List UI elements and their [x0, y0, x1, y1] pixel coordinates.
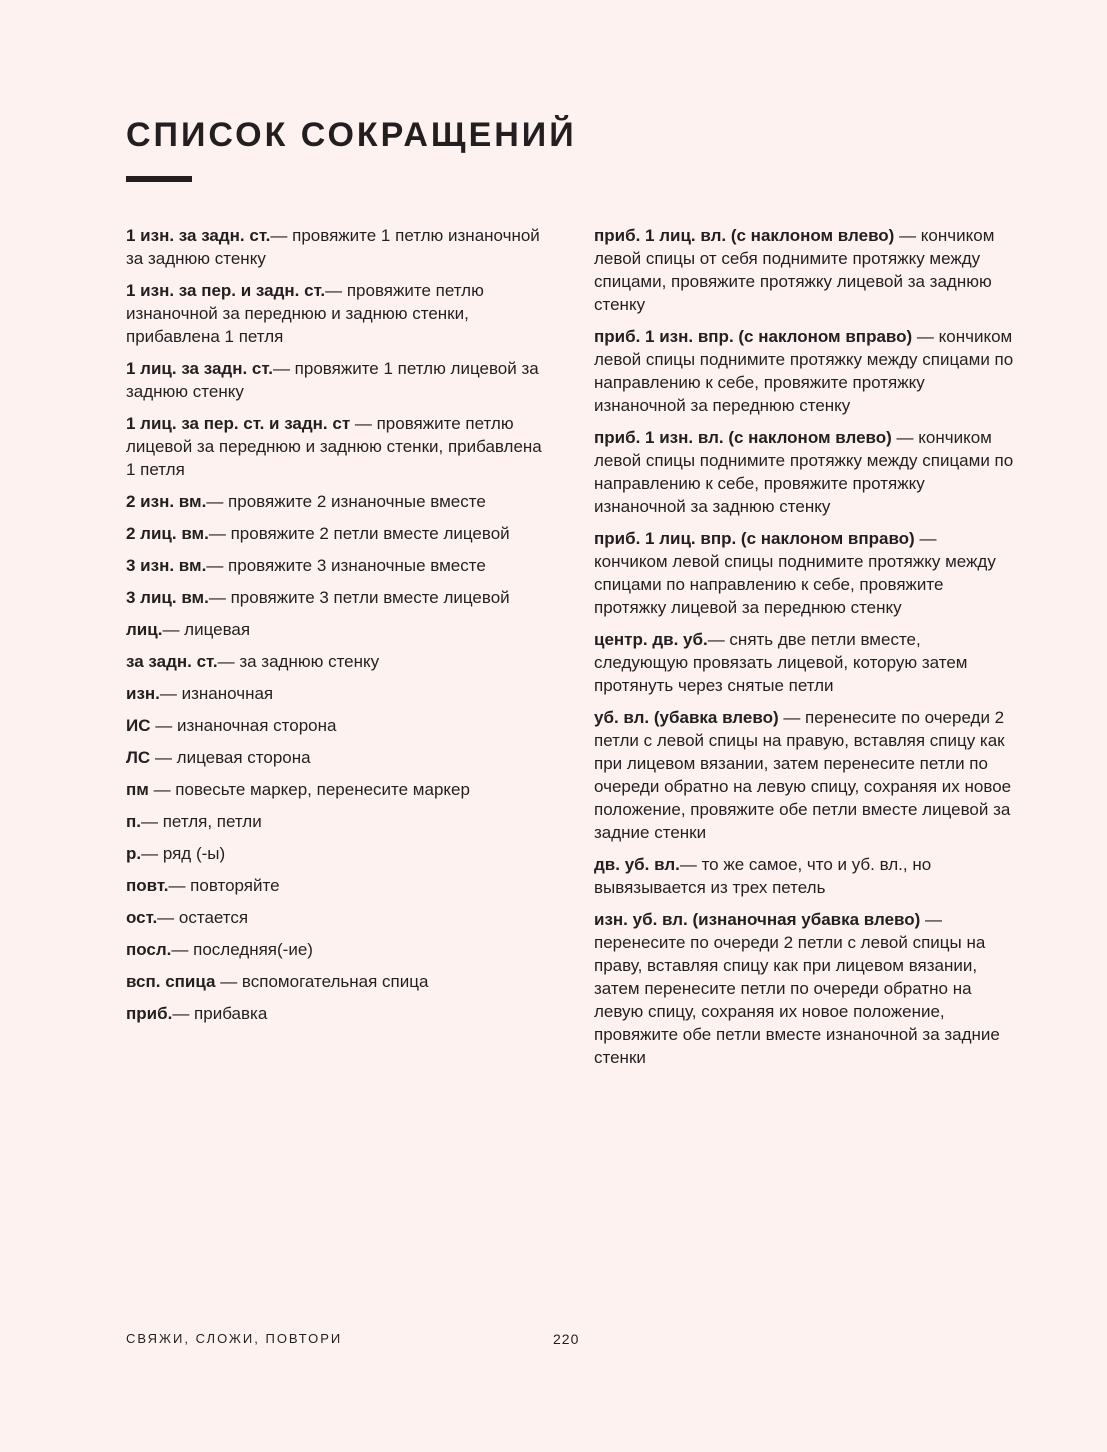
- entry-term: 3 лиц. вм.: [126, 588, 209, 607]
- entry-term: за задн. ст.: [126, 652, 218, 671]
- entry-term: ИС: [126, 716, 151, 735]
- entry-term: 1 лиц. за пер. ст. и задн. ст: [126, 414, 351, 433]
- abbreviation-entry: [594, 426, 1014, 518]
- entry-term: ост.: [126, 908, 158, 927]
- entry-definition: — провяжите 2 петли вместе лицевой: [208, 524, 510, 543]
- entry-definition: — изнаночная: [159, 684, 274, 703]
- entry-definition: — лицевая: [162, 620, 251, 639]
- abbreviation-entry: [594, 706, 1014, 844]
- entry-term: приб.: [126, 1004, 173, 1023]
- abbreviation-entry: [594, 527, 1014, 619]
- abbreviation-entry: [126, 522, 546, 545]
- abbreviation-entry: [126, 874, 546, 897]
- entry-term: приб. 1 изн. впр. (с наклоном вправо): [594, 327, 913, 346]
- abbreviation-entry: [126, 778, 546, 801]
- abbreviation-entry: [126, 412, 546, 481]
- entry-definition: — перенесите по очереди 2 петли с левой спицы на правую, вставляя спицу как при лицевом вязании, затем перенесите петли по очереди обратно на левую спицу, сохраняя их новое положение, провяжите обе петли вместе лицевой за задние стенки: [594, 708, 1012, 842]
- entry-term: 1 лиц. за задн. ст.: [126, 359, 273, 378]
- entry-term: дв. уб. вл.: [594, 855, 680, 874]
- page-number: 220: [553, 1331, 580, 1347]
- entry-definition: — кончиком левой спицы поднимите протяжку между спицами по направлению к себе, провяжите протяжку изнаночной за заднюю стенку: [594, 428, 1014, 516]
- entry-term: приб. 1 лиц. впр. (с наклоном вправо): [594, 529, 915, 548]
- abbreviation-entry: [594, 325, 1014, 417]
- entry-definition: — последняя(-ие): [171, 940, 313, 959]
- abbreviation-entry: [126, 810, 546, 833]
- abbreviation-entry: [126, 490, 546, 513]
- entry-term: 1 изн. за пер. и задн. ст.: [126, 281, 326, 300]
- entry-definition: — повесьте маркер, перенесите маркер: [148, 780, 470, 799]
- abbreviations-left-column: [126, 224, 546, 1034]
- abbreviation-entry: [126, 746, 546, 769]
- entry-definition: — лицевая сторона: [150, 748, 311, 767]
- entry-term: уб. вл. (убавка влево): [594, 708, 779, 727]
- entry-definition: — кончиком левой спицы от себя поднимите протяжку между спицами, провяжите протяжку лицевой за заднюю стенку: [594, 226, 995, 314]
- entry-definition: — снять две петли вместе, следующую провязать лицевой, которую затем протянуть через снятые петли: [594, 630, 968, 695]
- entry-term: п.: [126, 812, 141, 831]
- entry-term: приб. 1 лиц. вл. (с наклоном влево): [594, 226, 895, 245]
- entry-definition: — провяжите петлю изнаночной за переднюю и заднюю стенки, прибавлена 1 петля: [126, 281, 484, 346]
- page-title: СПИСОК СОКРАЩЕНИЙ: [126, 116, 577, 154]
- entry-definition: — провяжите 3 петли вместе лицевой: [208, 588, 510, 607]
- entry-term: посл.: [126, 940, 172, 959]
- entry-definition: — ряд (-ы): [141, 844, 226, 863]
- abbreviation-entry: [594, 224, 1014, 316]
- entry-term: повт.: [126, 876, 169, 895]
- entry-term: 2 изн. вм.: [126, 492, 207, 511]
- entry-definition: — кончиком левой спицы поднимите протяжку между спицами по направлению к себе, провяжите протяжку изнаночной за переднюю стенку: [594, 327, 1014, 415]
- abbreviation-entry: [126, 224, 546, 270]
- entry-term: 1 изн. за задн. ст.: [126, 226, 271, 245]
- abbreviation-entry: [126, 714, 546, 737]
- entry-definition: — остается: [157, 908, 249, 927]
- entry-term: изн. уб. вл. (изнаночная убавка влево): [594, 910, 921, 929]
- entry-term: пм: [126, 780, 149, 799]
- entry-definition: — провяжите 1 петлю изнаночной за заднюю стенку: [126, 226, 540, 268]
- entry-term: изн.: [126, 684, 160, 703]
- abbreviation-entry: [126, 586, 546, 609]
- entry-definition: — перенесите по очереди 2 петли с левой спицы на праву, вставляя спицу как при лицевом вязании, затем перенесите петли по очереди обратно на левую спицу, сохраняя их новое положение, провяжите обе петли вместе изнаночной за задние стенки: [594, 910, 1000, 1067]
- abbreviation-entry: [126, 279, 546, 348]
- entry-term: центр. дв. уб.: [594, 630, 708, 649]
- entry-term: 3 изн. вм.: [126, 556, 207, 575]
- entry-term: р.: [126, 844, 142, 863]
- entry-term: приб. 1 изн. вл. (с наклоном влево): [594, 428, 892, 447]
- entry-definition: — за заднюю стенку: [217, 652, 380, 671]
- abbreviation-entry: [126, 357, 546, 403]
- abbreviation-entry: [594, 628, 1014, 697]
- title-underline: [126, 176, 192, 182]
- abbreviation-entry: [126, 842, 546, 865]
- entry-term: всп. спица: [126, 972, 216, 991]
- entry-definition: — то же самое, что и уб. вл., но вывязывается из трех петель: [594, 855, 932, 897]
- abbreviation-entry: [126, 970, 546, 993]
- entry-definition: — прибавка: [172, 1004, 268, 1023]
- entry-term: лиц.: [126, 620, 163, 639]
- entry-definition: — кончиком левой спицы поднимите протяжку между спицами по направлению к себе, провяжите протяжку лицевой за переднюю стенку: [594, 529, 996, 617]
- abbreviation-entry: [126, 1002, 546, 1025]
- abbreviation-entry: [126, 618, 546, 641]
- abbreviation-entry: [126, 650, 546, 673]
- abbreviation-entry: [126, 682, 546, 705]
- abbreviation-entry: [126, 906, 546, 929]
- entry-definition: — провяжите петлю лицевой за переднюю и заднюю стенки, прибавлена 1 петля: [126, 414, 542, 479]
- entry-definition: — изнаночная сторона: [150, 716, 337, 735]
- entry-definition: — повторяйте: [168, 876, 280, 895]
- entry-definition: — провяжите 3 изнаночные вместе: [206, 556, 486, 575]
- abbreviation-entry: [126, 554, 546, 577]
- footer-book-title: СВЯЖИ, СЛОЖИ, ПОВТОРИ: [126, 1331, 343, 1346]
- abbreviation-entry: [594, 908, 1014, 1069]
- entry-term: ЛС: [126, 748, 151, 767]
- entry-term: 2 лиц. вм.: [126, 524, 209, 543]
- entry-definition: — провяжите 1 петлю лицевой за заднюю стенку: [126, 359, 539, 401]
- abbreviation-entry: [126, 938, 546, 961]
- abbreviations-right-column: [594, 224, 1014, 1078]
- entry-definition: — провяжите 2 изнаночные вместе: [206, 492, 486, 511]
- entry-definition: — петля, петли: [141, 812, 262, 831]
- entry-definition: — вспомогательная спица: [215, 972, 429, 991]
- abbreviation-entry: [594, 853, 1014, 899]
